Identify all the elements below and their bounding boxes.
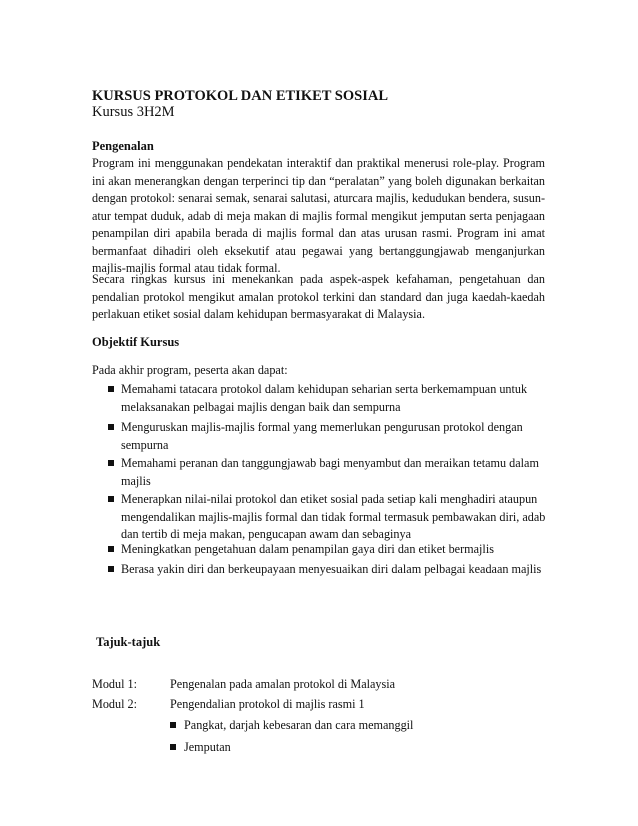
document-subtitle: Kursus 3H2M — [92, 104, 175, 120]
objectives-lead: Pada akhir program, peserta akan dapat: — [92, 363, 288, 377]
intro-paragraph-2: Secara ringkas kursus ini menekankan pada aspek-aspek kefahaman, pengetahuan dan pendalian protokol mengikut amalan protokol terkini dan standard dan juga kaedah-kaedah perlakuan etiket sosial dalam kehidupan bermasyarakat di Malaysia. — [92, 272, 545, 321]
square-bullet-icon — [108, 386, 114, 392]
module-title: Pengenalan pada amalan protokol di Malaysia — [170, 677, 396, 691]
list-item: Meningkatkan pengetahuan dalam penampilan gaya diri dan etiket bermajlis — [108, 541, 548, 559]
module-label: Modul 1: — [92, 677, 138, 691]
square-bullet-icon — [170, 722, 176, 728]
module-label: Modul 2: — [92, 697, 138, 711]
square-bullet-icon — [108, 424, 114, 430]
section-heading-intro: Pengenalan — [92, 139, 154, 153]
list-item: Menguruskan majlis-majlis formal yang memerlukan pengurusan protokol dengan sempurna — [108, 419, 548, 454]
square-bullet-icon — [108, 566, 114, 572]
section-heading-topics: Tajuk-tajuk — [96, 635, 161, 649]
module-title: Pengendalian protokol di majlis rasmi 1 — [170, 697, 365, 711]
list-item: Memahami tatacara protokol dalam kehidupan seharian serta berkemampuan untuk melaksanakan pelbagai majlis dengan baik dan sempurna — [108, 381, 548, 416]
list-item: Memahami peranan dan tanggungjawab bagi menyambut dan meraikan tetamu dalam majlis — [108, 455, 548, 490]
list-item: Berasa yakin diri dan berkeupayaan menyesuaikan diri dalam pelbagai keadaan majlis — [108, 561, 548, 579]
document-title: KURSUS PROTOKOL DAN ETIKET SOSIAL — [92, 88, 388, 104]
list-item: Pangkat, darjah kebesaran dan cara memanggil — [170, 717, 413, 734]
list-item: Jemputan — [170, 739, 231, 756]
list-item: Menerapkan nilai-nilai protokol dan etiket sosial pada setiap kali menghadiri ataupun mengendalikan majlis-majlis formal dan tidak formal termasuk pembawakan diri, adab dan tertib di meja makan, pengucapan awam dan sebaginya — [108, 491, 548, 544]
square-bullet-icon — [170, 744, 176, 750]
square-bullet-icon — [108, 546, 114, 552]
square-bullet-icon — [108, 496, 114, 502]
intro-paragraph-1: Program ini menggunakan pendekatan interaktif dan praktikal menerusi role-play. Program ini akan menerangkan dengan terperinci tip dan “peralatan” yang boleh digunakan berkaitan dengan protokol: senarai semak, senarai salutasi, aturcara majlis, kedudukan bendera, susun-atur tempat duduk, adab di meja makan di majlis formal mengikut jemputan serta penjagaan penampilan diri apabila berada di majlis formal dan atas urusan rasmi. Program ini amat bermanfaat dihadiri oleh eksekutif atau pegawai yang bertanggungjawab menganjurkan majlis-majlis formal atau tidak formal. — [92, 156, 545, 275]
section-heading-objectives: Objektif Kursus — [92, 335, 180, 349]
square-bullet-icon — [108, 460, 114, 466]
